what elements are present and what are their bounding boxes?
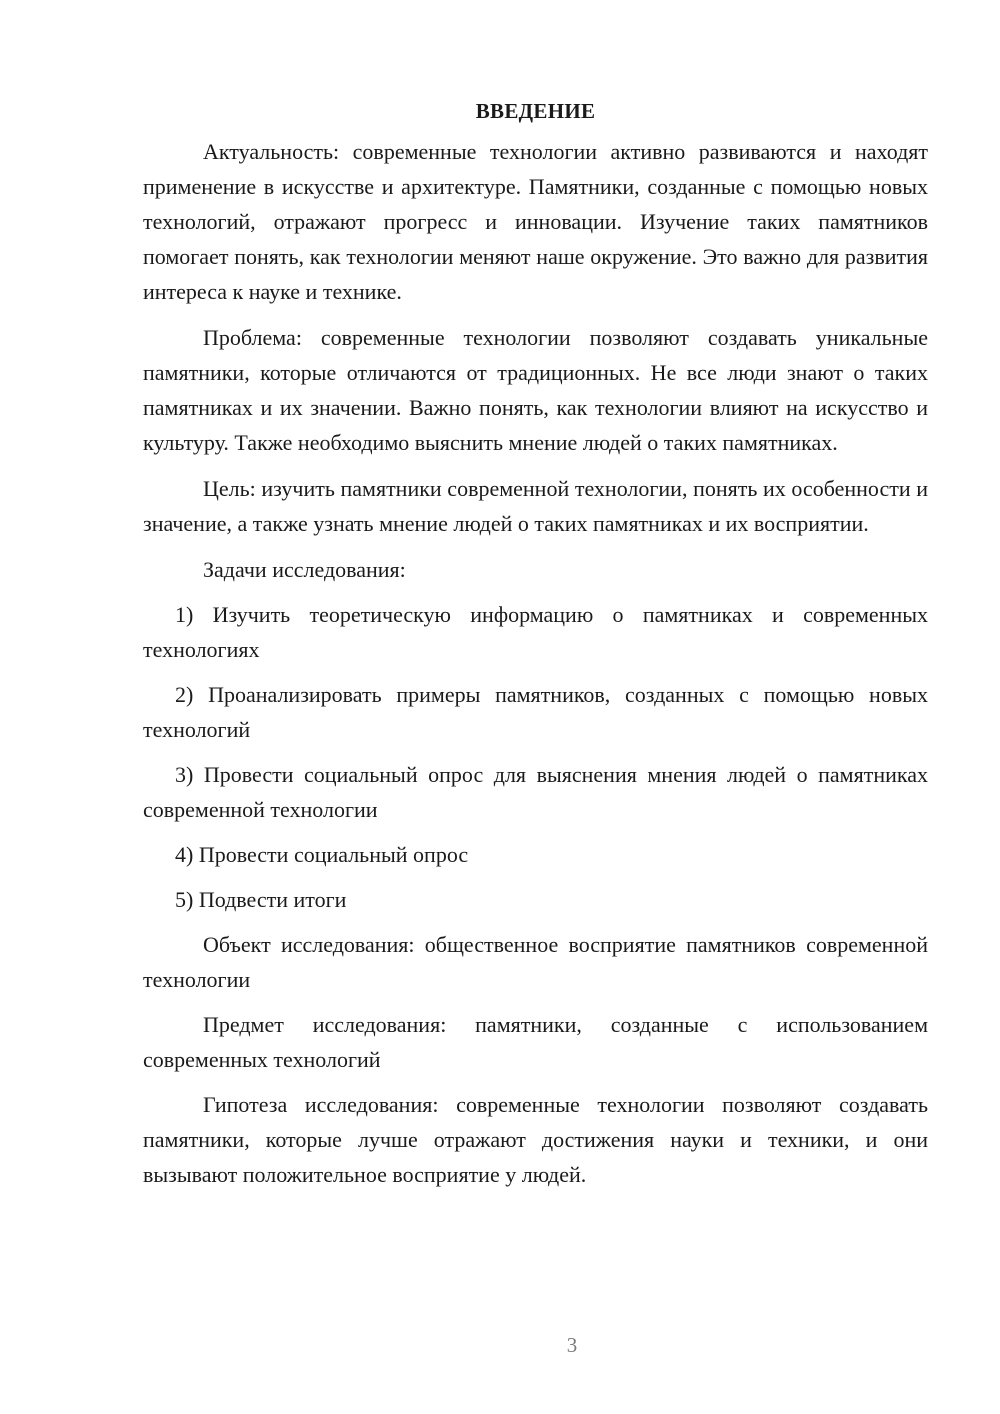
task-item-5: 5) Подвести итоги bbox=[175, 887, 347, 912]
document-page bbox=[143, 94, 928, 1192]
task-item-4: 4) Провести социальный опрос bbox=[175, 842, 469, 867]
paragraph-relevance: Актуальность: современные технологии активно развиваются и находят применение в искусстве и архитектуре. Памятники, созданные с помощью новых технологий, отражают прогресс и инновации. Изучение таких памятников помогает понять, как технологии меняют наше окружение. Это важно для развития интереса к науке и технике. bbox=[143, 139, 928, 304]
task-item-1: 1) Изучить теоретическую информацию о памятниках и современных технологиях bbox=[143, 602, 928, 662]
task-item-2: 2) Проанализировать примеры памятников, созданных с помощью новых технологий bbox=[143, 682, 928, 742]
paragraph-goal: Цель: изучить памятники современной технологии, понять их особенности и значение, а также узнать мнение людей о таких памятниках и их восприятии. bbox=[143, 476, 928, 536]
tasks-heading: Задачи исследования: bbox=[203, 557, 406, 582]
document-title: ВВЕДЕНИЕ bbox=[475, 99, 596, 123]
paragraph-subject: Предмет исследования: памятники, созданные с использованием современных технологий bbox=[143, 1012, 928, 1072]
task-item-3: 3) Провести социальный опрос для выяснения мнения людей о памятниках современной технологии bbox=[143, 762, 928, 822]
page-number: 3 bbox=[566, 1333, 578, 1357]
paragraph-hypothesis: Гипотеза исследования: современные технологии позволяют создавать памятники, которые лучше отражают достижения науки и техники, и они вызывают положительное восприятие у людей. bbox=[143, 1092, 928, 1187]
paragraph-problem: Проблема: современные технологии позволяют создавать уникальные памятники, которые отличаются от традиционных. Не все люди знают о таких памятниках и их значении. Важно понять, как технологии влияют на искусство и культуру. Также необходимо выяснить мнение людей о таких памятниках. bbox=[143, 325, 928, 455]
paragraph-object: Объект исследования: общественное восприятие памятников современной технологии bbox=[143, 932, 928, 992]
